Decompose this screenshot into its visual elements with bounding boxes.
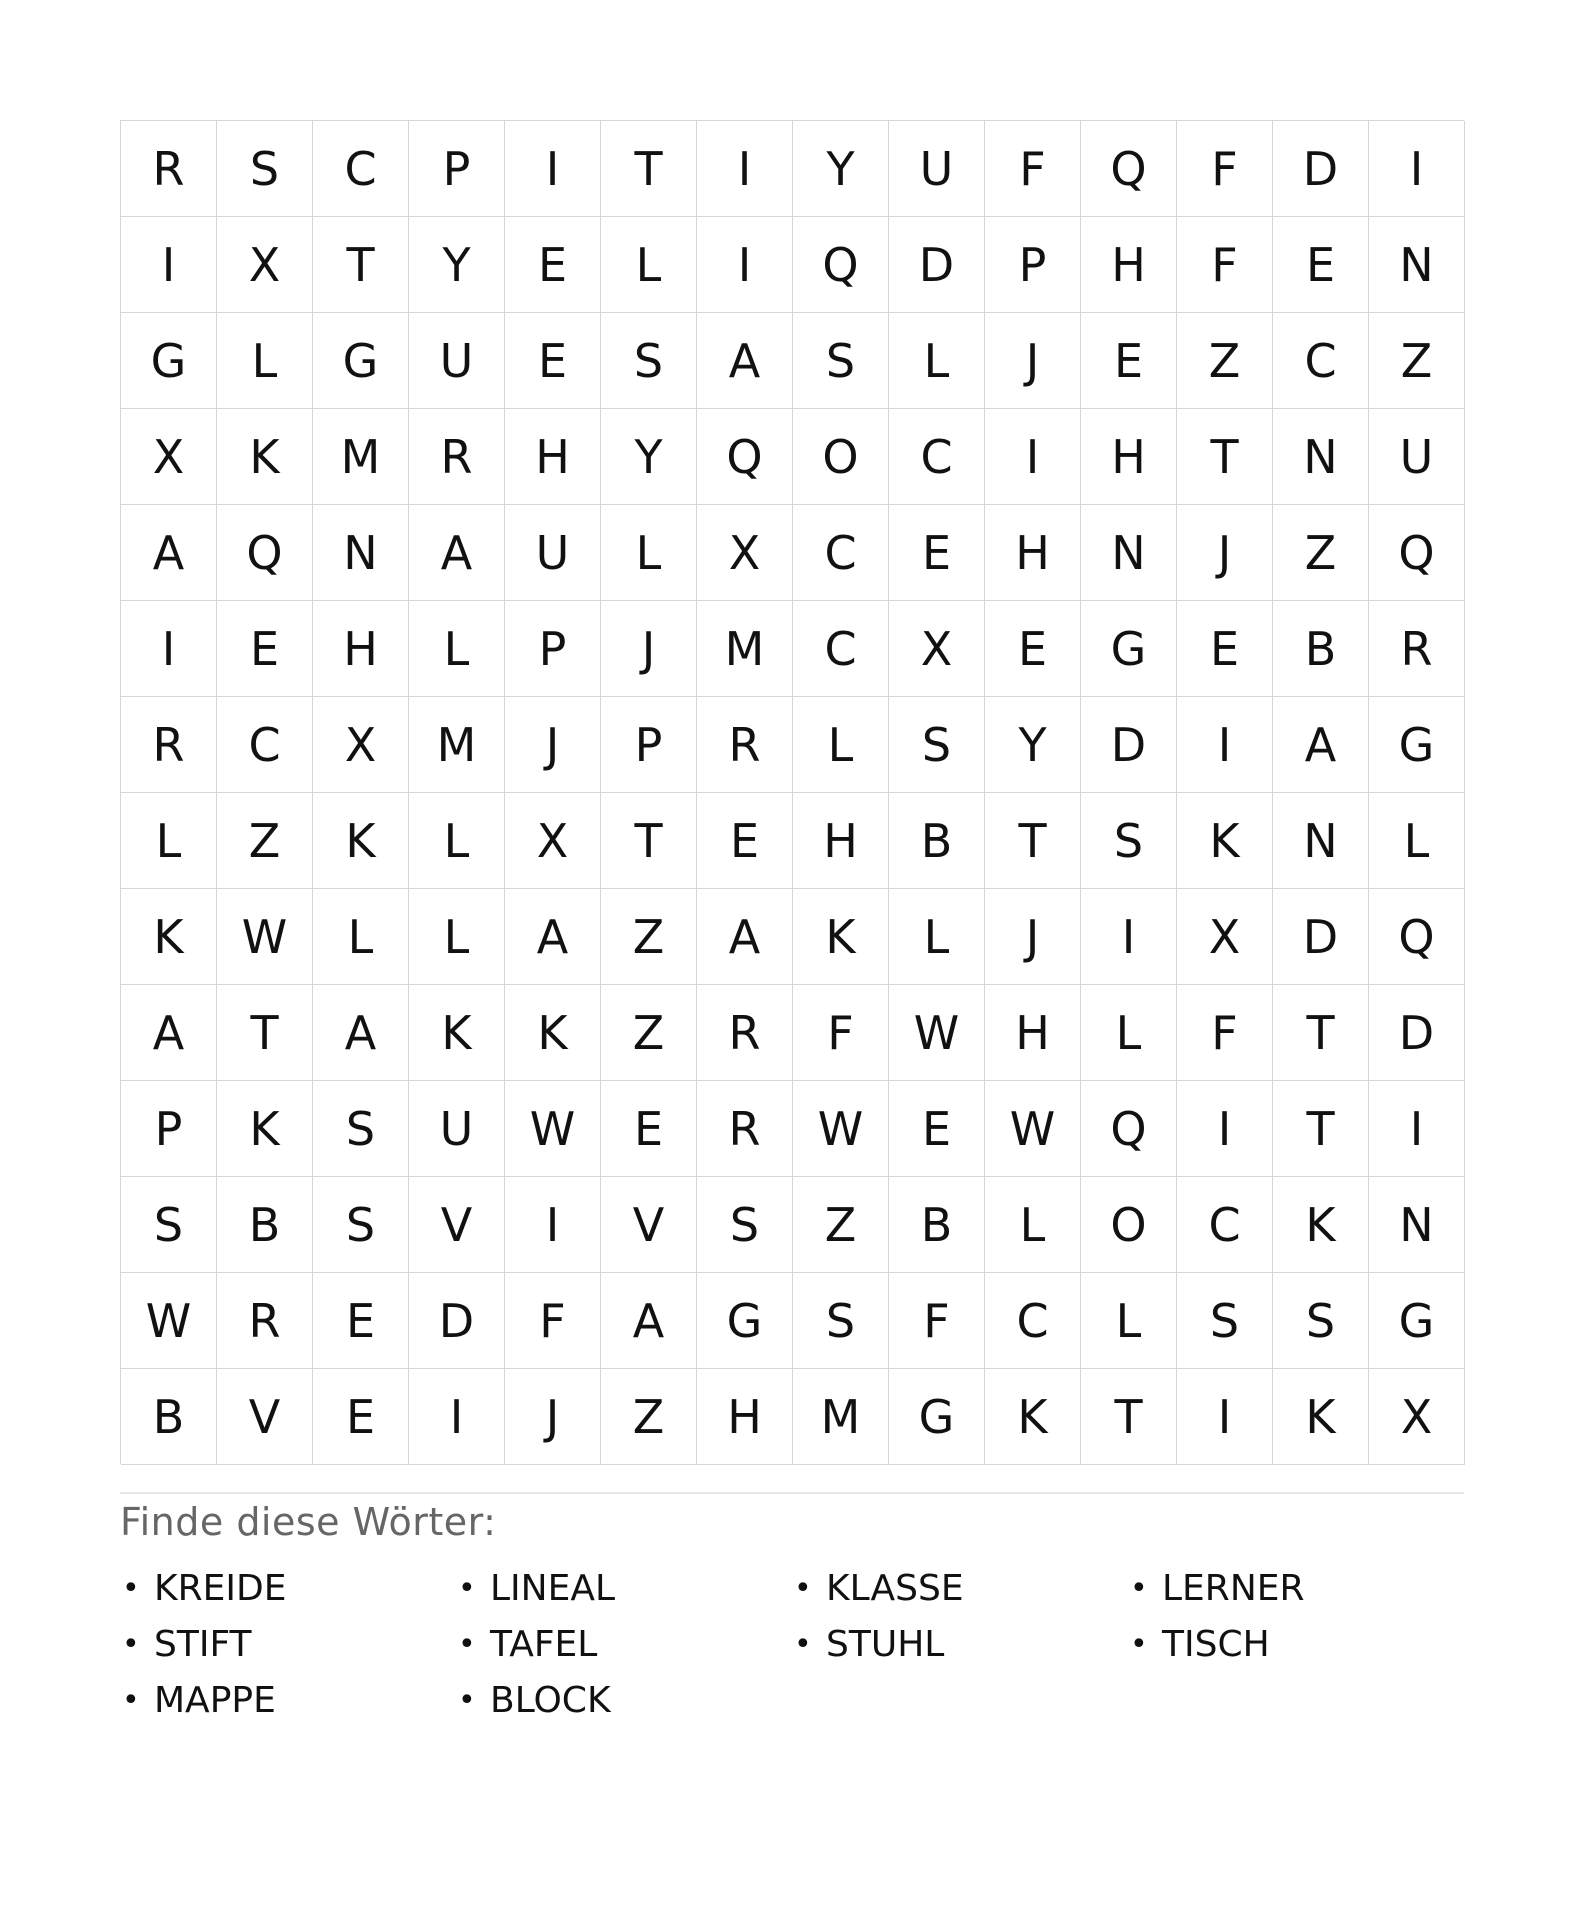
grid-cell[interactable]: S bbox=[889, 697, 985, 793]
grid-cell[interactable]: Z bbox=[1177, 313, 1273, 409]
bullet-icon: • bbox=[1130, 1626, 1148, 1662]
grid-cell[interactable]: I bbox=[697, 217, 793, 313]
word-label: LINEAL bbox=[490, 1567, 616, 1609]
grid-cell[interactable]: L bbox=[217, 313, 313, 409]
bullet-icon: • bbox=[122, 1682, 140, 1718]
grid-cell[interactable]: I bbox=[121, 217, 217, 313]
grid-cell[interactable]: R bbox=[697, 697, 793, 793]
grid-cell[interactable]: I bbox=[1177, 697, 1273, 793]
grid-cell[interactable]: F bbox=[793, 985, 889, 1081]
grid-cell[interactable]: B bbox=[889, 793, 985, 889]
grid-cell[interactable]: K bbox=[1273, 1369, 1369, 1465]
grid-cell[interactable]: I bbox=[1081, 889, 1177, 985]
grid-cell[interactable]: E bbox=[313, 1369, 409, 1465]
grid-cell[interactable]: W bbox=[121, 1273, 217, 1369]
grid-cell[interactable]: L bbox=[601, 505, 697, 601]
grid-cell[interactable]: H bbox=[505, 409, 601, 505]
grid-cell[interactable]: S bbox=[313, 1081, 409, 1177]
grid-cell[interactable]: K bbox=[121, 889, 217, 985]
grid-cell[interactable]: T bbox=[217, 985, 313, 1081]
grid-cell[interactable]: A bbox=[121, 505, 217, 601]
grid-cell[interactable]: Z bbox=[793, 1177, 889, 1273]
grid-cell[interactable]: C bbox=[985, 1273, 1081, 1369]
grid-cell[interactable]: V bbox=[601, 1177, 697, 1273]
grid-cell[interactable]: K bbox=[409, 985, 505, 1081]
grid-cell[interactable]: C bbox=[793, 505, 889, 601]
grid-cell[interactable]: H bbox=[985, 505, 1081, 601]
grid-cell[interactable]: Y bbox=[985, 697, 1081, 793]
word-label: KREIDE bbox=[154, 1567, 287, 1609]
grid-cell[interactable]: D bbox=[1273, 889, 1369, 985]
grid-cell[interactable]: M bbox=[313, 409, 409, 505]
grid-cell[interactable]: I bbox=[1369, 121, 1465, 217]
grid-cell[interactable]: V bbox=[217, 1369, 313, 1465]
grid-cell[interactable]: A bbox=[601, 1273, 697, 1369]
grid-cell[interactable]: S bbox=[217, 121, 313, 217]
grid-cell[interactable]: F bbox=[1177, 121, 1273, 217]
grid-cell[interactable]: R bbox=[409, 409, 505, 505]
grid-cell[interactable]: I bbox=[1369, 1081, 1465, 1177]
grid-cell[interactable]: R bbox=[1369, 601, 1465, 697]
grid-cell[interactable]: B bbox=[889, 1177, 985, 1273]
grid-cell[interactable]: Z bbox=[1369, 313, 1465, 409]
word-list-heading: Finde diese Wörter: bbox=[120, 1500, 497, 1544]
grid-cell[interactable]: X bbox=[121, 409, 217, 505]
grid-cell[interactable]: N bbox=[1369, 1177, 1465, 1273]
grid-cell[interactable]: W bbox=[889, 985, 985, 1081]
word-list-item bbox=[456, 1616, 792, 1672]
grid-cell[interactable]: K bbox=[313, 793, 409, 889]
grid-cell[interactable]: S bbox=[313, 1177, 409, 1273]
grid-cell[interactable]: I bbox=[505, 121, 601, 217]
grid-cell[interactable]: N bbox=[313, 505, 409, 601]
grid-cell[interactable]: H bbox=[697, 1369, 793, 1465]
grid-cell[interactable]: D bbox=[409, 1273, 505, 1369]
grid-cell[interactable]: B bbox=[217, 1177, 313, 1273]
grid-cell[interactable]: S bbox=[697, 1177, 793, 1273]
grid-cell[interactable]: G bbox=[313, 313, 409, 409]
word-list-item bbox=[120, 1672, 456, 1728]
grid-cell[interactable]: E bbox=[601, 1081, 697, 1177]
grid-cell[interactable]: Q bbox=[1369, 889, 1465, 985]
grid-cell[interactable]: C bbox=[1273, 313, 1369, 409]
grid-cell[interactable]: Z bbox=[601, 985, 697, 1081]
word-list-item bbox=[120, 1616, 456, 1672]
grid-cell[interactable]: A bbox=[1273, 697, 1369, 793]
grid-cell[interactable]: S bbox=[1273, 1273, 1369, 1369]
grid-cell[interactable]: L bbox=[889, 313, 985, 409]
word-label: KLASSE bbox=[826, 1567, 964, 1609]
grid-cell[interactable]: D bbox=[1273, 121, 1369, 217]
grid-cell[interactable]: A bbox=[697, 889, 793, 985]
bullet-icon: • bbox=[458, 1570, 476, 1606]
grid-cell[interactable]: J bbox=[985, 889, 1081, 985]
grid-cell[interactable]: X bbox=[1177, 889, 1273, 985]
grid-cell[interactable]: H bbox=[793, 793, 889, 889]
grid-cell[interactable]: O bbox=[793, 409, 889, 505]
grid-cell[interactable]: T bbox=[1273, 985, 1369, 1081]
grid-cell[interactable]: T bbox=[313, 217, 409, 313]
bullet-icon: • bbox=[458, 1626, 476, 1662]
grid-cell[interactable]: X bbox=[505, 793, 601, 889]
grid-cell[interactable]: I bbox=[1177, 1081, 1273, 1177]
grid-cell[interactable]: X bbox=[313, 697, 409, 793]
word-label: TISCH bbox=[1162, 1623, 1270, 1665]
grid-cell[interactable]: F bbox=[1177, 985, 1273, 1081]
grid-cell[interactable]: B bbox=[121, 1369, 217, 1465]
grid-cell[interactable]: U bbox=[505, 505, 601, 601]
grid-cell[interactable]: T bbox=[1273, 1081, 1369, 1177]
grid-cell[interactable]: E bbox=[697, 793, 793, 889]
grid-cell[interactable]: E bbox=[313, 1273, 409, 1369]
grid-cell[interactable]: R bbox=[121, 697, 217, 793]
grid-cell[interactable]: W bbox=[505, 1081, 601, 1177]
grid-cell[interactable]: Z bbox=[601, 1369, 697, 1465]
grid-cell[interactable]: T bbox=[601, 793, 697, 889]
grid-cell[interactable]: N bbox=[1369, 217, 1465, 313]
grid-cell[interactable]: P bbox=[121, 1081, 217, 1177]
grid-cell[interactable]: Q bbox=[1081, 1081, 1177, 1177]
grid-cell[interactable]: C bbox=[313, 121, 409, 217]
grid-cell[interactable]: N bbox=[1273, 409, 1369, 505]
grid-cell[interactable]: X bbox=[697, 505, 793, 601]
grid-cell[interactable]: G bbox=[697, 1273, 793, 1369]
grid-cell[interactable]: I bbox=[985, 409, 1081, 505]
grid-cell[interactable]: J bbox=[505, 697, 601, 793]
grid-cell[interactable]: E bbox=[889, 505, 985, 601]
grid-cell[interactable]: L bbox=[1369, 793, 1465, 889]
grid-cell[interactable]: X bbox=[217, 217, 313, 313]
grid-cell[interactable]: K bbox=[217, 409, 313, 505]
grid-cell[interactable]: L bbox=[1081, 985, 1177, 1081]
grid-cell[interactable]: Q bbox=[697, 409, 793, 505]
grid-cell[interactable]: L bbox=[313, 889, 409, 985]
grid-cell[interactable]: N bbox=[1273, 793, 1369, 889]
grid-cell[interactable]: T bbox=[1081, 1369, 1177, 1465]
grid-cell[interactable]: E bbox=[217, 601, 313, 697]
grid-cell[interactable]: R bbox=[697, 985, 793, 1081]
grid-cell[interactable]: S bbox=[793, 1273, 889, 1369]
grid-cell[interactable]: S bbox=[1081, 793, 1177, 889]
grid-cell[interactable]: E bbox=[1081, 313, 1177, 409]
grid-cell[interactable]: R bbox=[697, 1081, 793, 1177]
grid-cell[interactable]: S bbox=[793, 313, 889, 409]
grid-cell[interactable]: W bbox=[793, 1081, 889, 1177]
grid-cell[interactable]: K bbox=[505, 985, 601, 1081]
grid-cell[interactable]: F bbox=[505, 1273, 601, 1369]
word-list-item bbox=[120, 1560, 456, 1616]
grid-cell[interactable]: N bbox=[1081, 505, 1177, 601]
grid-cell[interactable]: I bbox=[409, 1369, 505, 1465]
word-label: BLOCK bbox=[490, 1679, 611, 1721]
word-label: LERNER bbox=[1162, 1567, 1305, 1609]
grid-cell[interactable]: L bbox=[409, 601, 505, 697]
grid-cell[interactable]: R bbox=[121, 121, 217, 217]
grid-cell[interactable]: W bbox=[985, 1081, 1081, 1177]
grid-cell[interactable]: C bbox=[217, 697, 313, 793]
grid-cell[interactable]: U bbox=[409, 1081, 505, 1177]
grid-cell[interactable]: H bbox=[985, 985, 1081, 1081]
grid-cell[interactable]: A bbox=[697, 313, 793, 409]
grid-cell[interactable]: L bbox=[409, 793, 505, 889]
bullet-icon: • bbox=[122, 1570, 140, 1606]
grid-cell[interactable]: J bbox=[505, 1369, 601, 1465]
grid-cell[interactable]: X bbox=[889, 601, 985, 697]
grid-cell[interactable]: E bbox=[985, 601, 1081, 697]
grid-cell[interactable]: R bbox=[217, 1273, 313, 1369]
grid-cell[interactable]: G bbox=[1081, 601, 1177, 697]
grid-cell[interactable]: P bbox=[409, 121, 505, 217]
word-label: STIFT bbox=[154, 1623, 252, 1665]
grid-cell[interactable]: D bbox=[1081, 697, 1177, 793]
grid-cell[interactable]: A bbox=[121, 985, 217, 1081]
word-list-item bbox=[1128, 1616, 1464, 1672]
grid-cell[interactable]: T bbox=[985, 793, 1081, 889]
grid-cell[interactable]: O bbox=[1081, 1177, 1177, 1273]
grid-cell[interactable]: M bbox=[409, 697, 505, 793]
grid-cell[interactable]: Y bbox=[793, 121, 889, 217]
bullet-icon: • bbox=[458, 1682, 476, 1718]
grid-cell[interactable]: H bbox=[1081, 409, 1177, 505]
grid-cell[interactable]: H bbox=[313, 601, 409, 697]
grid-cell[interactable]: P bbox=[601, 697, 697, 793]
grid-cell[interactable]: A bbox=[313, 985, 409, 1081]
grid-cell[interactable]: C bbox=[1177, 1177, 1273, 1273]
grid-cell[interactable]: L bbox=[793, 697, 889, 793]
grid-cell[interactable]: K bbox=[1177, 793, 1273, 889]
grid-cell[interactable]: S bbox=[601, 313, 697, 409]
grid-cell[interactable]: B bbox=[1273, 601, 1369, 697]
grid-cell[interactable]: I bbox=[121, 601, 217, 697]
grid-cell[interactable]: C bbox=[793, 601, 889, 697]
grid-cell[interactable]: V bbox=[409, 1177, 505, 1273]
grid-cell[interactable]: T bbox=[1177, 409, 1273, 505]
grid-cell[interactable]: Z bbox=[1273, 505, 1369, 601]
grid-cell[interactable]: L bbox=[889, 889, 985, 985]
grid-cell[interactable]: E bbox=[505, 217, 601, 313]
grid-cell[interactable]: G bbox=[1369, 697, 1465, 793]
bullet-icon: • bbox=[794, 1570, 812, 1606]
grid-cell[interactable]: J bbox=[1177, 505, 1273, 601]
grid-cell[interactable]: F bbox=[889, 1273, 985, 1369]
grid-cell[interactable]: Q bbox=[217, 505, 313, 601]
grid-cell[interactable]: M bbox=[697, 601, 793, 697]
bullet-icon: • bbox=[122, 1626, 140, 1662]
grid-cell[interactable]: D bbox=[889, 217, 985, 313]
grid-cell[interactable]: Y bbox=[601, 409, 697, 505]
grid-cell[interactable]: L bbox=[1081, 1273, 1177, 1369]
grid-cell[interactable]: S bbox=[1177, 1273, 1273, 1369]
grid-cell[interactable]: E bbox=[1177, 601, 1273, 697]
grid-cell[interactable]: C bbox=[889, 409, 985, 505]
word-list-item bbox=[456, 1560, 792, 1616]
word-list-item bbox=[792, 1616, 1128, 1672]
grid-cell[interactable]: F bbox=[1177, 217, 1273, 313]
grid-cell[interactable]: K bbox=[217, 1081, 313, 1177]
word-list bbox=[120, 1560, 1464, 1728]
grid-cell[interactable]: H bbox=[1081, 217, 1177, 313]
grid-cell[interactable]: E bbox=[1273, 217, 1369, 313]
word-label: STUHL bbox=[826, 1623, 945, 1665]
grid-cell[interactable]: U bbox=[889, 121, 985, 217]
grid-cell[interactable]: P bbox=[985, 217, 1081, 313]
grid-cell[interactable]: K bbox=[793, 889, 889, 985]
grid-cell[interactable]: A bbox=[409, 505, 505, 601]
grid-cell[interactable]: G bbox=[889, 1369, 985, 1465]
grid-cell[interactable]: F bbox=[985, 121, 1081, 217]
word-list-item bbox=[1128, 1560, 1464, 1616]
grid-cell[interactable]: U bbox=[409, 313, 505, 409]
grid-cell[interactable]: G bbox=[121, 313, 217, 409]
grid-cell[interactable]: P bbox=[505, 601, 601, 697]
word-list-item bbox=[792, 1560, 1128, 1616]
grid-cell[interactable]: S bbox=[121, 1177, 217, 1273]
grid-cell[interactable]: L bbox=[121, 793, 217, 889]
grid-cell[interactable]: J bbox=[601, 601, 697, 697]
grid-cell[interactable]: K bbox=[1273, 1177, 1369, 1273]
word-label: MAPPE bbox=[154, 1679, 276, 1721]
grid-cell[interactable]: T bbox=[601, 121, 697, 217]
grid-cell[interactable]: I bbox=[697, 121, 793, 217]
grid-cell[interactable]: I bbox=[505, 1177, 601, 1273]
grid-cell[interactable]: L bbox=[409, 889, 505, 985]
grid-cell[interactable]: Q bbox=[793, 217, 889, 313]
word-label: TAFEL bbox=[490, 1623, 598, 1665]
grid-cell[interactable]: X bbox=[1369, 1369, 1465, 1465]
grid-cell[interactable]: Q bbox=[1081, 121, 1177, 217]
grid-cell[interactable]: Y bbox=[409, 217, 505, 313]
bullet-icon: • bbox=[1130, 1570, 1148, 1606]
grid-cell[interactable]: M bbox=[793, 1369, 889, 1465]
grid-cell[interactable]: Z bbox=[601, 889, 697, 985]
grid-cell[interactable]: D bbox=[1369, 985, 1465, 1081]
grid-cell[interactable]: L bbox=[985, 1177, 1081, 1273]
grid-cell[interactable]: L bbox=[601, 217, 697, 313]
grid-cell[interactable]: E bbox=[505, 313, 601, 409]
grid-cell[interactable]: G bbox=[1369, 1273, 1465, 1369]
bullet-icon: • bbox=[794, 1626, 812, 1662]
grid-cell[interactable]: Q bbox=[1369, 505, 1465, 601]
grid-cell[interactable]: A bbox=[505, 889, 601, 985]
letter-grid bbox=[120, 120, 1464, 1464]
grid-cell[interactable]: U bbox=[1369, 409, 1465, 505]
grid-cell[interactable]: I bbox=[1177, 1369, 1273, 1465]
grid-cell[interactable]: K bbox=[985, 1369, 1081, 1465]
grid-cell[interactable]: W bbox=[217, 889, 313, 985]
divider bbox=[120, 1492, 1464, 1494]
grid-cell[interactable]: J bbox=[985, 313, 1081, 409]
grid-cell[interactable]: Z bbox=[217, 793, 313, 889]
word-list-item bbox=[456, 1672, 792, 1728]
grid-cell[interactable]: E bbox=[889, 1081, 985, 1177]
